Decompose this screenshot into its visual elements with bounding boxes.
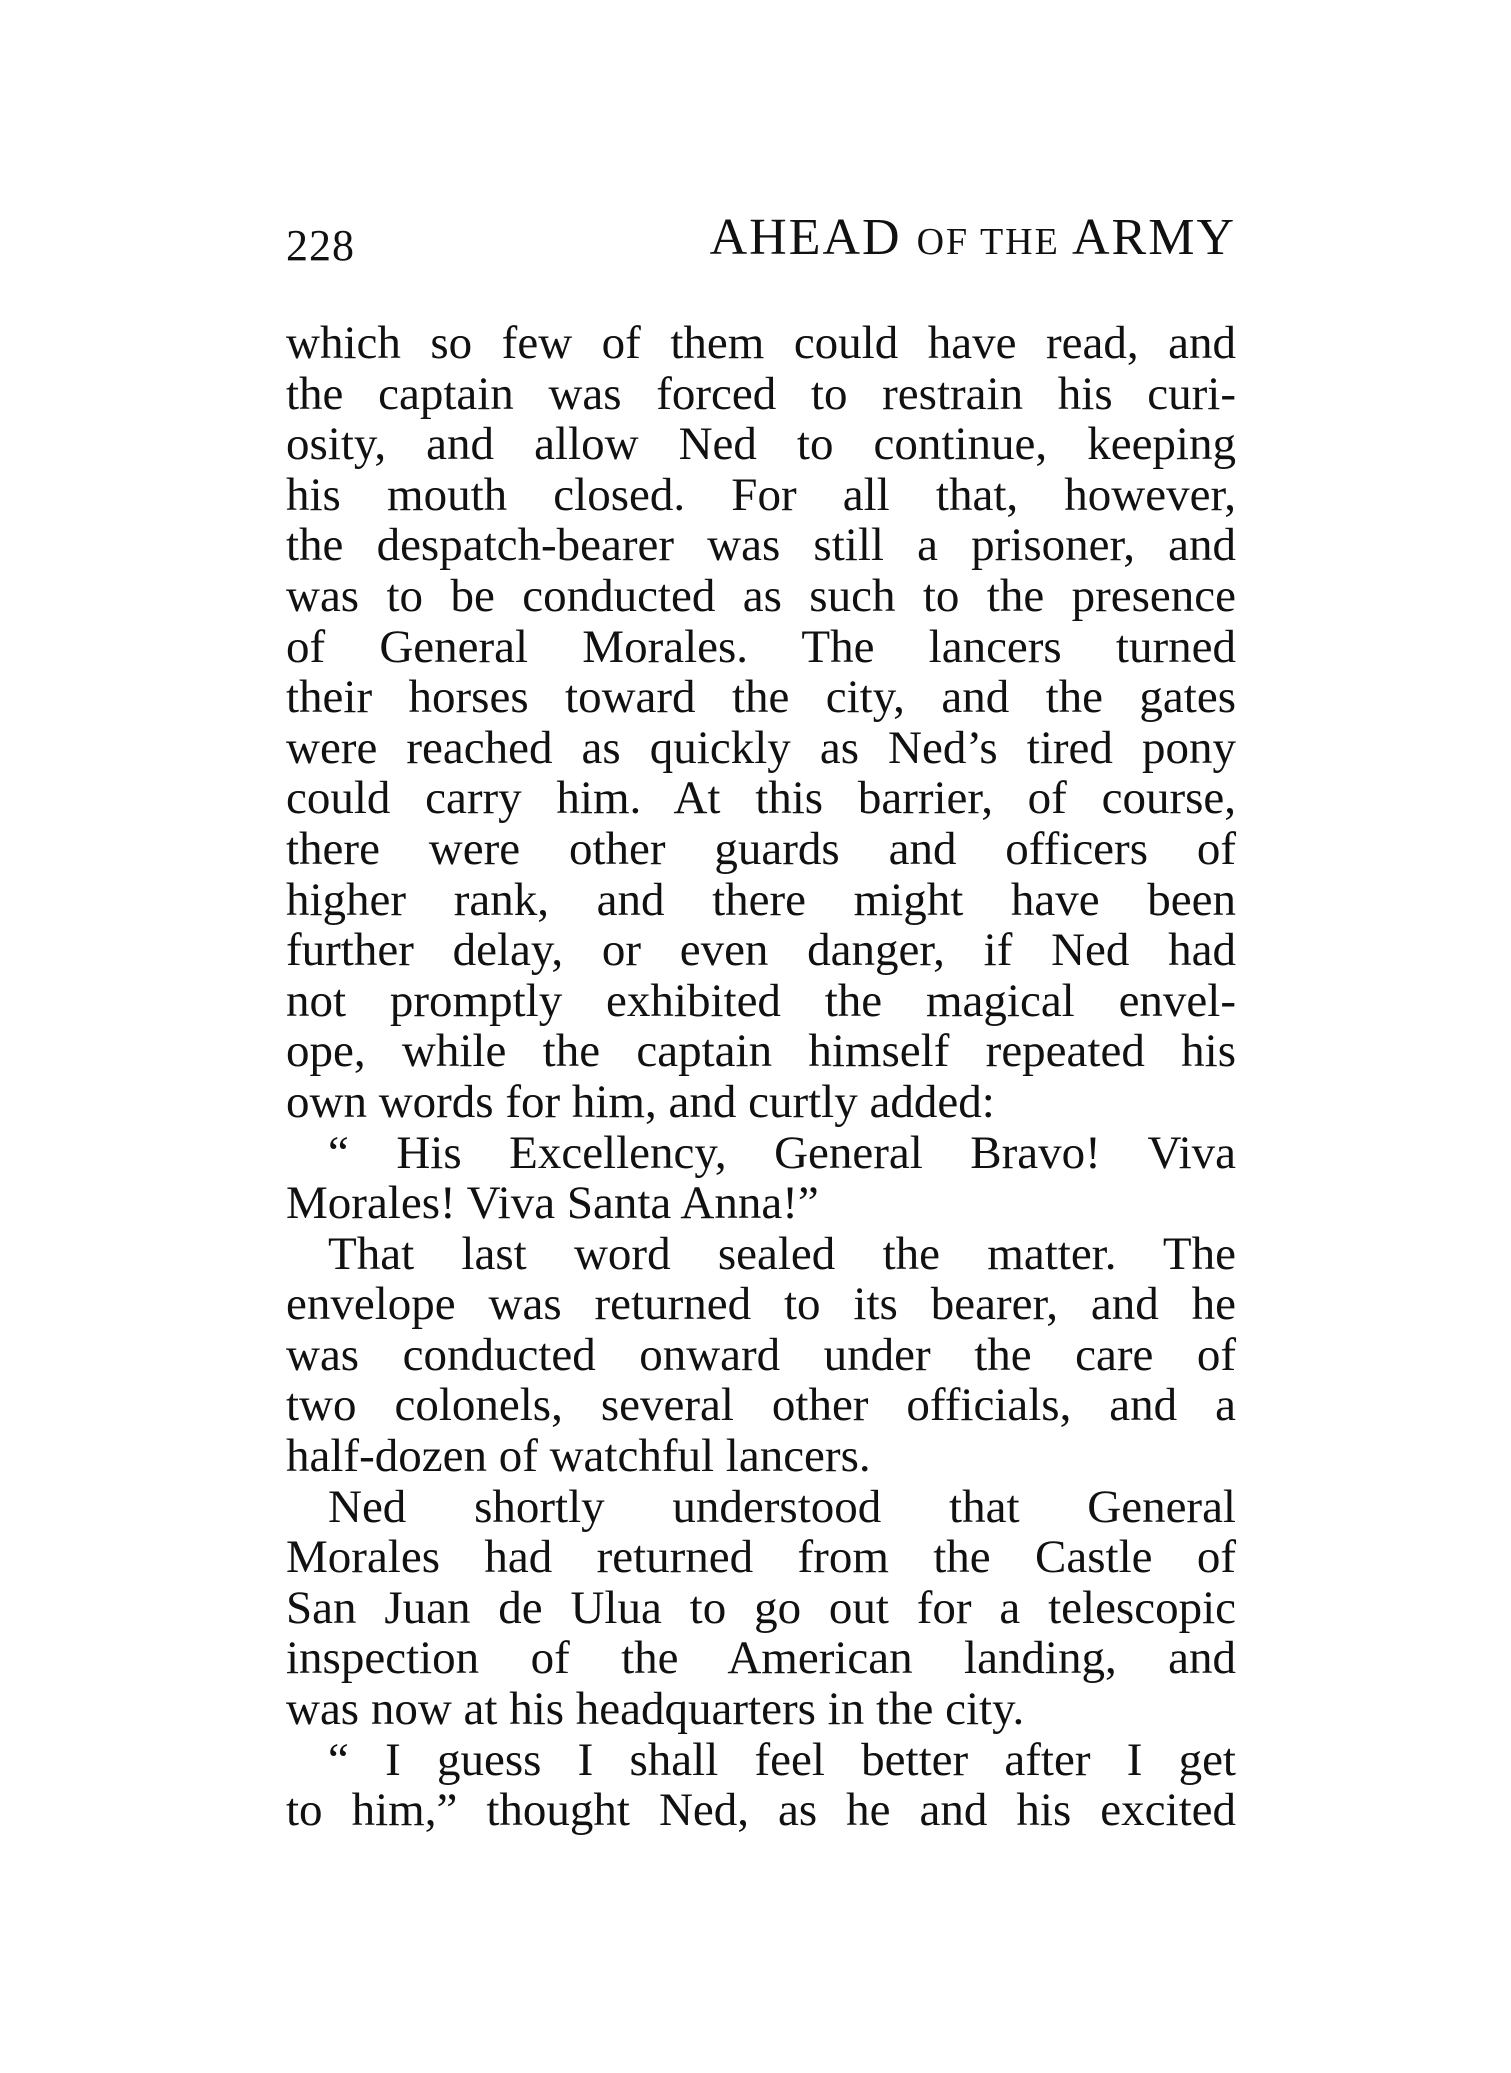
text-line: That last word sealed the matter. The (328, 1227, 1236, 1280)
text-line: two colonels, several other officials, and a (286, 1379, 1236, 1432)
running-title-part: AHEAD (709, 209, 917, 266)
text-line: the captain was forced to restrain his curi- (286, 367, 1236, 420)
text-line: there were other guards and officers of (286, 822, 1236, 875)
text-line: Ned shortly understood that General (328, 1480, 1236, 1533)
text-line: their horses toward the city, and the gates (286, 671, 1236, 724)
text-line: half-dozen of watchful lancers. (286, 1430, 871, 1483)
running-title-small-caps: OF THE (916, 221, 1060, 263)
text-line: was now at his headquarters in the city. (286, 1683, 1025, 1736)
text-line: the despatch-bearer was still a prisoner, and (286, 519, 1236, 572)
text-line: to him,” thought Ned, as he and his excited (286, 1784, 1236, 1837)
running-title (710, 208, 1236, 267)
text-line: “ I guess I shall feel better after I get (328, 1733, 1236, 1786)
text-line: Morales! Viva Santa Anna!” (286, 1177, 819, 1230)
text-line: Morales had returned from the Castle of (286, 1531, 1236, 1584)
running-head (286, 208, 1236, 278)
text-line: further delay, or even danger, if Ned had (286, 924, 1236, 977)
text-line: his mouth closed. For all that, however, (286, 468, 1236, 521)
text-line: “ His Excellency, General Bravo! Viva (328, 1126, 1236, 1179)
text-line: was to be conducted as such to the presence (286, 569, 1236, 622)
running-title-part: ARMY (1059, 209, 1236, 266)
text-line: San Juan de Ulua to go out for a telescopic (286, 1581, 1236, 1634)
page-number: 228 (286, 221, 355, 270)
text-line: not promptly exhibited the magical envel- (286, 974, 1236, 1027)
text-line: inspection of the American landing, and (286, 1632, 1236, 1685)
text-line: osity, and allow Ned to continue, keeping (286, 418, 1236, 471)
text-line: envelope was returned to its bearer, and he (286, 1278, 1236, 1331)
text-line: which so few of them could have read, and (286, 317, 1236, 369)
body-text (286, 318, 1236, 1836)
text-line: higher rank, and there might have been (286, 873, 1236, 926)
text-line: own words for him, and curtly added: (286, 1075, 995, 1128)
text-line: could carry him. At this barrier, of course, (286, 772, 1236, 825)
text-line: of General Morales. The lancers turned (286, 620, 1236, 673)
text-line: ope, while the captain himself repeated his (286, 1025, 1236, 1078)
text-line: was conducted onward under the care of (286, 1328, 1236, 1381)
text-line: were reached as quickly as Ned’s tired pony (286, 721, 1236, 774)
